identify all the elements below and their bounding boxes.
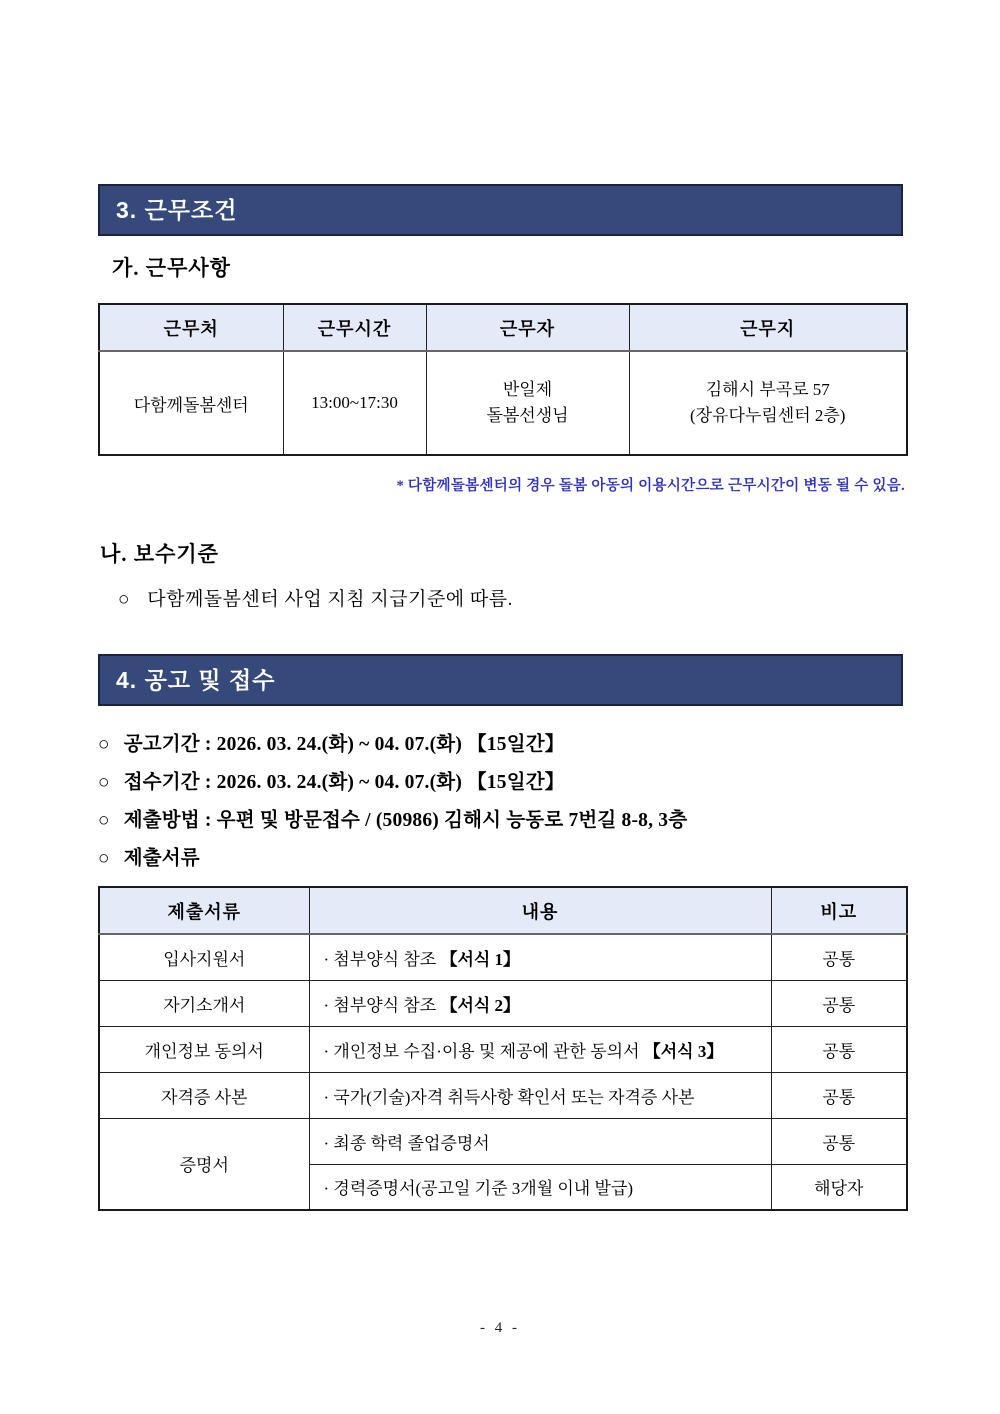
- subsection-b-item: [118, 584, 513, 611]
- subsection-b-item-text: 다함께돌봄센터 사업 지침 지급기준에 따름.: [147, 589, 513, 610]
- bullet-text: 공고기간 : 2026. 03. 24.(화) ~ 04. 07.(화) 【15일간】: [123, 734, 565, 755]
- worker-line2: 돌봄선생님: [486, 406, 569, 425]
- docs-table-row-application: [99, 934, 907, 980]
- location-line1: 김해시 부곡로 57: [705, 380, 830, 399]
- doc-content-text: · 국가(기술)자격 취득사항 확인서 또는 자격증 사본: [323, 1087, 695, 1107]
- doc-content-cell: [309, 934, 771, 980]
- section3-header-bar: [98, 184, 903, 236]
- doc-content-form-ref: 【서식 3】: [643, 1041, 724, 1061]
- work-table-footnote: * 다함께돌봄센터의 경우 돌봄 아동의 이용시간으로 근무시간이 변동 될 수 있음.: [396, 478, 905, 494]
- subsection-b-heading: 나. 보수기준: [100, 542, 219, 566]
- work-table-header-location: 근무지: [629, 304, 907, 351]
- docs-table-header-document: 제출서류: [99, 887, 309, 934]
- bullet-announcement-period: [98, 728, 908, 766]
- work-table-row: [99, 351, 907, 455]
- doc-note-cell: 공통: [771, 980, 907, 1026]
- doc-content-text: · 경력증명서(공고일 기준 3개월 이내 발급): [323, 1179, 633, 1199]
- docs-table-row-selfintro: [99, 980, 907, 1026]
- location-line2: (장유다누림센터 2층): [690, 406, 846, 425]
- circle-bullet-icon: ○: [98, 810, 110, 831]
- section3-title: 3. 근무조건: [116, 197, 238, 223]
- bullet-application-period: [98, 766, 908, 804]
- work-table-cell-hours: 13:00~17:30: [283, 351, 426, 455]
- submission-documents-table: [98, 886, 908, 1211]
- doc-content-text: · 개인정보 수집·이용 및 제공에 관한 동의서: [323, 1041, 644, 1061]
- docs-table-row-license-copy: [99, 1072, 907, 1118]
- doc-name-cell: 자격증 사본: [99, 1072, 309, 1118]
- doc-note-cell: 공통: [771, 1118, 907, 1164]
- doc-name-cell: 입사지원서: [99, 934, 309, 980]
- docs-table-header-content: 내용: [309, 887, 771, 934]
- section4-bullet-list: [98, 728, 908, 880]
- work-table-header-row: [99, 304, 907, 351]
- doc-name-cell: 자기소개서: [99, 980, 309, 1026]
- doc-note-cell: 공통: [771, 1072, 907, 1118]
- work-table-header-hours: 근무시간: [283, 304, 426, 351]
- doc-content-form-ref: 【서식 1】: [440, 949, 521, 969]
- work-table-cell-worker: [426, 351, 629, 455]
- doc-content-text: · 첨부양식 참조: [323, 995, 441, 1015]
- doc-note-cell: 공통: [771, 1026, 907, 1072]
- doc-content-cell: [309, 980, 771, 1026]
- doc-content-cell: [309, 1026, 771, 1072]
- docs-table-header-row: [99, 887, 907, 934]
- work-table-header-worker: 근무자: [426, 304, 629, 351]
- subsection-a-heading: 가. 근무사항: [112, 256, 231, 280]
- work-conditions-table: [98, 303, 908, 456]
- work-table-cell-workplace: 다함께돌봄센터: [99, 351, 283, 455]
- docs-table-row-certificates-1: [99, 1118, 907, 1164]
- doc-content-text: · 최종 학력 졸업증명서: [323, 1133, 490, 1153]
- bullet-submission-method: [98, 804, 908, 842]
- doc-content-form-ref: 【서식 2】: [440, 995, 521, 1015]
- page-number: - 4 -: [480, 1320, 520, 1336]
- doc-content-cell: [309, 1164, 771, 1210]
- doc-content-cell: [309, 1072, 771, 1118]
- circle-bullet-icon: ○: [98, 734, 110, 755]
- bullet-submission-documents: [98, 842, 908, 880]
- doc-content-text: · 첨부양식 참조: [323, 949, 441, 969]
- bullet-text: 제출서류: [123, 848, 200, 869]
- doc-name-cell-certificates: 증명서: [99, 1118, 309, 1210]
- section4-header-bar: [98, 654, 903, 706]
- doc-note-cell: 공통: [771, 934, 907, 980]
- bullet-text: 제출방법 : 우편 및 방문접수 / (50986) 김해시 능동로 7번길 8-8, 3층: [123, 810, 688, 831]
- bullet-text: 접수기간 : 2026. 03. 24.(화) ~ 04. 07.(화) 【15일간】: [123, 772, 565, 793]
- worker-line1: 반일제: [502, 380, 553, 399]
- doc-name-cell: 개인정보 동의서: [99, 1026, 309, 1072]
- docs-table-header-note: 비고: [771, 887, 907, 934]
- circle-bullet-icon: ○: [118, 589, 130, 610]
- section4-title: 4. 공고 및 접수: [116, 667, 276, 693]
- work-table-cell-location: [629, 351, 907, 455]
- circle-bullet-icon: ○: [98, 848, 110, 869]
- docs-table-row-privacy-consent: [99, 1026, 907, 1072]
- doc-content-cell: [309, 1118, 771, 1164]
- doc-note-cell: 해당자: [771, 1164, 907, 1210]
- circle-bullet-icon: ○: [98, 772, 110, 793]
- work-table-header-workplace: 근무처: [99, 304, 283, 351]
